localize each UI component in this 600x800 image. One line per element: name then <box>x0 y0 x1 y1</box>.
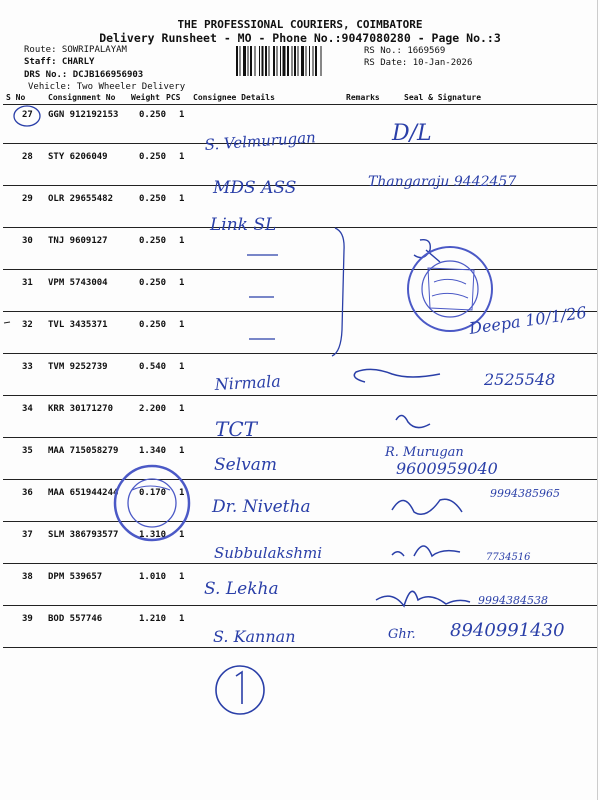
row-sno: 36 <box>22 488 33 498</box>
row-consignment: TVL 3435371 <box>48 320 108 330</box>
sig-33: 2525548 <box>484 370 556 389</box>
scribble-mark-icon <box>396 415 430 427</box>
consignee-28: MDS ASS <box>213 178 297 198</box>
row-weight: 0.250 <box>139 194 167 204</box>
row-pcs: 1 <box>179 572 185 582</box>
rs-date: RS Date: 10-Jan-2026 <box>364 58 473 68</box>
col-consignment: Consignment No <box>48 93 116 102</box>
sig-35: R. Murugan <box>385 445 464 460</box>
consignee-33: Nirmala <box>214 371 282 394</box>
consignee-34: TCT <box>215 417 257 441</box>
circle-mark-icon <box>14 106 40 126</box>
row-sno: 33 <box>22 362 33 372</box>
row-weight: 2.200 <box>139 404 167 414</box>
row-pcs: 1 <box>179 110 185 120</box>
consignee-29: Link SL <box>210 215 277 235</box>
row-consignment: SLM 386793577 <box>48 530 119 540</box>
row-weight: 0.250 <box>139 110 167 120</box>
scribble-mark-icon <box>354 369 440 382</box>
sig-27: D/L <box>392 121 432 146</box>
row-sno: 39 <box>22 614 33 624</box>
phone-36: 9994385965 <box>490 487 560 500</box>
row-sno: 27 <box>22 110 33 120</box>
row-sno: 37 <box>22 530 33 540</box>
row-weight: 0.250 <box>139 320 167 330</box>
drs-number: DRS No.: DCJB166956903 <box>24 70 144 80</box>
phone-38: 9994384538 <box>478 594 548 607</box>
row-weight: 0.250 <box>139 236 167 246</box>
row-pcs: 1 <box>179 404 185 414</box>
row-pcs: 1 <box>179 488 185 498</box>
row-consignment: BOD 557746 <box>48 614 103 624</box>
tick-mark-icon <box>4 322 10 323</box>
consignee-35: Selvam <box>214 455 278 475</box>
row-sno: 31 <box>22 278 33 288</box>
staff-label: Staff: CHARLY <box>24 57 95 67</box>
row-consignment: STY 6206049 <box>48 152 108 162</box>
route-label: Route: SOWRIPALAYAM <box>24 45 127 55</box>
consignee-36: Dr. Nivetha <box>212 497 311 517</box>
runsheet-subtitle: Delivery Runsheet - MO - Phone No.:9047080280 - Page No.:3 <box>99 31 501 45</box>
company-title: THE PROFESSIONAL COURIERS, COIMBATORE <box>177 18 423 31</box>
sig-28: Thangaraju 9442457 <box>368 174 517 190</box>
scribble-mark-icon <box>376 591 470 606</box>
row-pcs: 1 <box>179 194 185 204</box>
row-pcs: 1 <box>179 152 185 162</box>
row-pcs: 1 <box>179 614 185 624</box>
row-consignment: VPM 5743004 <box>48 278 108 288</box>
row-pcs: 1 <box>179 446 185 456</box>
col-sno: S No <box>6 93 26 102</box>
consignee-27: S. Velmurugan <box>204 128 317 154</box>
phone-35: 9600959040 <box>396 459 498 478</box>
row-consignment: GGN 912192153 <box>48 110 119 120</box>
phone-39: 8940991430 <box>450 620 565 641</box>
row-weight: 1.340 <box>139 446 167 456</box>
row-sno: 38 <box>22 572 33 582</box>
sig-32: Deepa 10/1/26 <box>467 302 588 338</box>
scribble-mark-icon <box>392 499 462 514</box>
courier-stamp-icon <box>115 466 189 540</box>
bracket-mark-icon <box>332 228 344 356</box>
row-sno: 34 <box>22 404 33 414</box>
scribble-mark-icon <box>414 240 440 262</box>
scribble-mark-icon <box>392 546 460 556</box>
row-consignment: DPM 539657 <box>48 572 103 582</box>
phone-37: 7734516 <box>486 552 531 563</box>
row-weight: 0.250 <box>139 278 167 288</box>
col-seal-signature: Seal & Signature <box>404 93 482 102</box>
row-sno: 29 <box>22 194 33 204</box>
scan-edge <box>597 0 598 800</box>
col-remarks: Remarks <box>346 93 380 102</box>
numeral-one-icon <box>236 672 242 704</box>
row-consignment: MAA 651944244 <box>48 488 119 498</box>
row-consignment: MAA 715058279 <box>48 446 119 456</box>
consignee-37: Subbulakshmi <box>214 544 323 562</box>
row-pcs: 1 <box>179 320 185 330</box>
row-weight: 0.540 <box>139 362 167 372</box>
consignee-39: S. Kannan <box>213 627 296 646</box>
row-weight: 0.250 <box>139 152 167 162</box>
row-consignment: KRR 30171270 <box>48 404 114 414</box>
sig-39: Ghr. <box>388 627 416 642</box>
row-sno: 35 <box>22 446 33 456</box>
col-consignee: Consignee Details <box>193 93 275 102</box>
row-pcs: 1 <box>179 362 185 372</box>
row-pcs: 1 <box>179 236 185 246</box>
row-sno: 30 <box>22 236 33 246</box>
vehicle-label: Vehicle: Two Wheeler Delivery <box>28 82 186 92</box>
row-weight: 0.170 <box>139 488 167 498</box>
row-consignment: TVM 9252739 <box>48 362 108 372</box>
consignee-38: S. Lekha <box>204 579 279 599</box>
row-weight: 1.310 <box>139 530 167 540</box>
col-weight: Weight <box>131 93 160 102</box>
row-consignment: TNJ 9609127 <box>48 236 108 246</box>
row-weight: 1.210 <box>139 614 167 624</box>
row-pcs: 1 <box>179 530 185 540</box>
row-consignment: OLR 29655482 <box>48 194 114 204</box>
row-weight: 1.010 <box>139 572 167 582</box>
row-sno: 32 <box>22 320 33 330</box>
row-sno: 28 <box>22 152 33 162</box>
col-pcs: PCS <box>166 93 181 102</box>
rs-number: RS No.: 1669569 <box>364 46 446 56</box>
row-pcs: 1 <box>179 278 185 288</box>
